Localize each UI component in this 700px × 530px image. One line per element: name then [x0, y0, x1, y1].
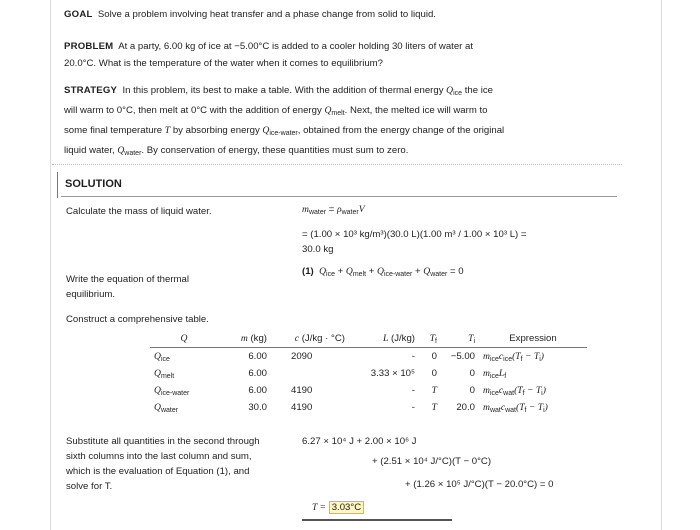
mass-result: 30.0 kg: [302, 244, 334, 255]
q-water-symbol: $Q_{water}$: [117, 145, 142, 157]
problem-section: [64, 38, 604, 72]
step-2-text: Write the equation of thermal equilibrium.: [66, 274, 190, 300]
expression-cell: $m_{ice}c_{wat}(T_f - T_i)$: [483, 384, 546, 397]
strategy-section: [64, 82, 604, 162]
q-melt-symbol: $Q_{melt}$: [324, 105, 345, 117]
step-3-text: Construct a comprehensive table.: [66, 314, 209, 325]
sum-line-1: 6.27 × 10⁴ J + 2.00 × 10⁶ J: [302, 436, 417, 447]
col-expression: Expression: [479, 330, 587, 348]
col-ti: $T_i$: [441, 330, 479, 348]
expression-cell: $m_{wat}c_{wat}(T_f - T_i)$: [483, 401, 548, 414]
problem-line-2: 20.0°C. What is the temperature of the water when it comes to equilibrium?: [64, 58, 383, 69]
strategy-text-1b: the ice: [464, 85, 494, 96]
sum-line-2: + (2.51 × 10⁴ J/°C)(T − 0°C): [372, 456, 492, 467]
strategy-text-4b: . By conservation of energy, these quantities must sum to zero.: [141, 145, 409, 156]
t-symbol: T: [164, 125, 171, 136]
bottom-rule: [302, 519, 452, 521]
table-row: $Q_{melt}$ 6.00 3.33 × 10⁵ 0 0 $m_{ice}L_f$: [150, 365, 587, 382]
strategy-label: STRATEGY: [64, 85, 118, 96]
col-m: m (kg): [218, 330, 271, 348]
m-symbol: m: [302, 204, 309, 215]
strategy-text-3a: some final temperature: [64, 125, 163, 136]
sum-line-3: + (1.26 × 10⁵ J/°C)(T − 20.0°C) = 0: [405, 479, 554, 490]
table-row: $Q_{water}$ 30.0 4190 - T 20.0 $m_{wat}c_{wat}(T_f - T_i)$: [150, 399, 587, 416]
mass-equation: [302, 202, 365, 221]
equilibrium-equation: (1) $Q_{ice} + Q_{melt} + Q_{ice-water} + Q_{water} = 0$: [302, 266, 464, 278]
goal-section: [64, 6, 604, 23]
problem-label: PROBLEM: [64, 41, 114, 52]
table-header-row: [150, 330, 587, 348]
solution-header: [57, 172, 617, 199]
equation-number: (1): [302, 266, 314, 277]
strategy-text-3b: by absorbing energy: [172, 125, 260, 136]
col-tf: $T_f$: [419, 330, 441, 348]
col-c: c (J/kg · °C): [271, 330, 349, 348]
expression-cell: $m_{ice}c_{ice}(T_f - T_i)$: [483, 350, 544, 363]
step-4-text: Substitute all quantities in the second through sixth columns into the last column and sum, which is the evaluation of Equation (1), and solve for T.: [66, 436, 260, 492]
mass-calc-line: = (1.00 × 10³ kg/m³)(30.0 L)(1.00 m³ / 1.00 × 10³ L) =: [302, 229, 527, 240]
strategy-text-3c: , obtained from the energy change of the original: [297, 125, 505, 136]
answer-value: 3.03°C: [329, 501, 364, 514]
strategy-text-2a: will warm to 0°C, then melt at 0°C with the addition of energy: [64, 105, 322, 116]
goal-label: GOAL: [64, 9, 93, 20]
strategy-text-4a: liquid water,: [64, 145, 115, 156]
data-table: [150, 330, 587, 416]
table-row: $Q_{ice}$ 6.00 2090 - 0 −5.00 $m_{ice}c_{ice}(T_f - T_i)$: [150, 348, 587, 366]
equals-sign: =: [326, 204, 337, 215]
strategy-text-1a: In this problem, its best to make a table. With the addition of thermal energy: [122, 85, 444, 96]
table-row: $Q_{ice-water}$ 6.00 4190 - T 0 $m_{ice}c_{wat}(T_f - T_i)$: [150, 382, 587, 399]
goal-text: Solve a problem involving heat transfer and a phase change from solid to liquid.: [97, 9, 436, 20]
v-symbol: V: [358, 204, 365, 215]
m-water-subscript: water: [308, 209, 327, 216]
problem-line-1: At a party, 6.00 kg of ice at −5.00°C is added to a cooler holding 30 liters of water at: [118, 41, 474, 52]
solution-title: SOLUTION: [65, 178, 122, 190]
strategy-text-2b: . Next, the melted ice will warm to: [344, 105, 488, 116]
expression-cell: $m_{ice}L_f$: [483, 367, 507, 380]
answer-line: [312, 500, 364, 516]
q-ice-water-symbol: $Q_{ice-water}$: [262, 125, 298, 137]
answer-lhs: T =: [312, 502, 327, 513]
dotted-divider: [52, 164, 622, 165]
col-q: Q: [150, 330, 218, 348]
rho-subscript: water: [341, 209, 359, 216]
col-l: L (J/kg): [349, 330, 419, 348]
step-1-text: Calculate the mass of liquid water.: [66, 206, 212, 217]
rho-symbol: ρ: [337, 204, 342, 215]
q-ice-symbol: $Q_{ice}$: [446, 85, 463, 97]
